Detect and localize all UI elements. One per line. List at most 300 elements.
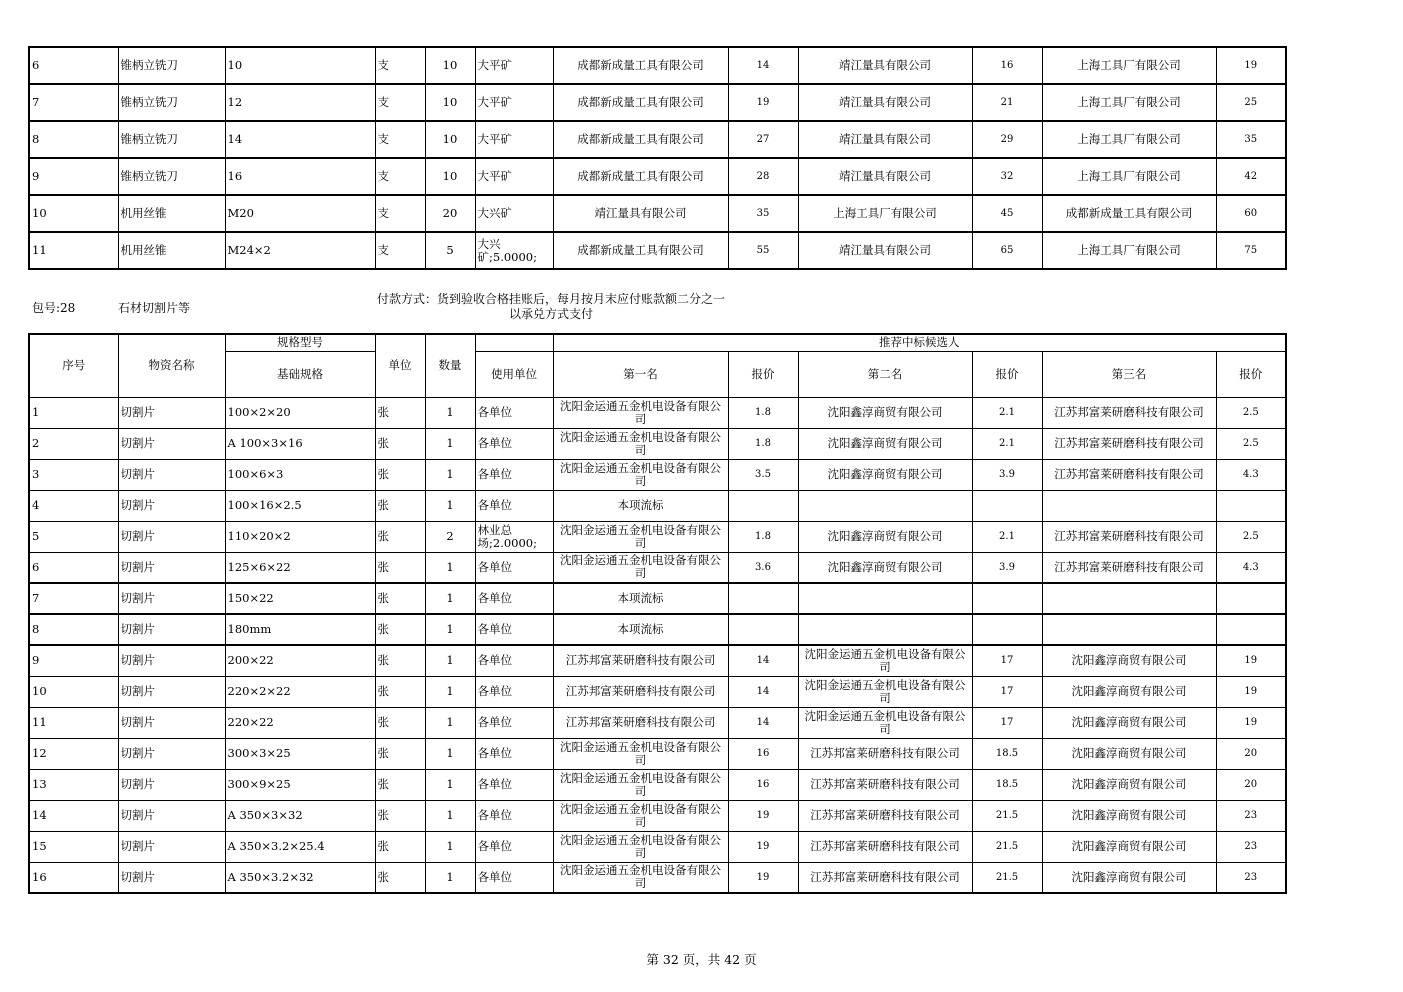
second-candidate: 沈阳金运通五金机电设备有限公司 [798,645,972,676]
item-unit: 支 [375,158,425,195]
table-row [29,800,1286,831]
row-number: 8 [29,121,118,158]
third-candidate: 沈阳鑫淳商贸有限公司 [1042,831,1216,862]
header-spec: 基础规格 [225,351,375,397]
table-row [29,428,1286,459]
user-unit: 各单位 [475,490,553,521]
first-candidate: 沈阳金运通五金机电设备有限公司 [553,738,728,769]
item-name: 锥柄立铣刀 [118,158,225,195]
second-candidate: 靖江量具有限公司 [798,84,972,121]
item-unit: 支 [375,47,425,84]
third-candidate: 沈阳鑫淳商贸有限公司 [1042,738,1216,769]
item-spec: 150×22 [225,583,375,614]
item-quantity: 10 [425,158,475,195]
second-candidate: 江苏邦富莱研磨科技有限公司 [798,769,972,800]
package-number: 包号:28 [32,301,76,315]
first-price: 1.8 [728,397,798,428]
item-name: 切割片 [118,397,225,428]
first-price: 19 [728,84,798,121]
third-price [1216,614,1286,645]
item-unit: 张 [375,738,425,769]
item-name: 切割片 [118,800,225,831]
table-row [29,552,1286,583]
user-unit: 各单位 [475,459,553,490]
item-name: 切割片 [118,645,225,676]
item-quantity: 1 [425,800,475,831]
second-price: 21.5 [972,862,1042,893]
first-price: 19 [728,831,798,862]
payment-terms: 付款方式：货到验收合格挂账后，每月按月末应付账款额二分之一以承兑方式支付 [376,292,725,321]
second-price: 17 [972,676,1042,707]
header-no: 序号 [29,334,118,397]
third-price: 4.3 [1216,459,1286,490]
item-quantity: 2 [425,521,475,552]
third-candidate: 沈阳鑫淳商贸有限公司 [1042,645,1216,676]
first-candidate: 本项流标 [553,490,728,521]
item-spec: 125×6×22 [225,552,375,583]
second-price [972,490,1042,521]
item-spec: 300×3×25 [225,738,375,769]
second-price: 21.5 [972,831,1042,862]
second-candidate: 沈阳鑫淳商贸有限公司 [798,552,972,583]
item-unit: 张 [375,831,425,862]
item-quantity: 20 [425,195,475,232]
item-unit: 张 [375,614,425,645]
item-quantity: 1 [425,490,475,521]
item-spec: 12 [225,84,375,121]
item-unit: 张 [375,490,425,521]
first-candidate: 本项流标 [553,583,728,614]
table-package-28 [28,333,1287,894]
item-spec: 180mm [225,614,375,645]
third-candidate [1042,614,1216,645]
table-row [29,158,1286,195]
item-unit: 张 [375,769,425,800]
table-row [29,614,1286,645]
item-name: 切割片 [118,769,225,800]
second-price: 17 [972,707,1042,738]
third-candidate: 上海工具厂有限公司 [1042,158,1216,195]
item-quantity: 1 [425,738,475,769]
table-row [29,583,1286,614]
third-price [1216,583,1286,614]
first-candidate: 江苏邦富莱研磨科技有限公司 [553,676,728,707]
third-price: 23 [1216,862,1286,893]
user-unit: 各单位 [475,397,553,428]
table-row [29,769,1286,800]
third-candidate: 成都新成量工具有限公司 [1042,195,1216,232]
row-number: 6 [29,552,118,583]
row-number: 3 [29,459,118,490]
item-unit: 支 [375,195,425,232]
second-candidate: 江苏邦富莱研磨科技有限公司 [798,831,972,862]
table-row [29,521,1286,552]
second-price: 21 [972,84,1042,121]
header-name: 物资名称 [118,334,225,397]
item-name: 切割片 [118,738,225,769]
second-price: 2.1 [972,521,1042,552]
header-qty: 数量 [425,334,475,397]
third-candidate [1042,583,1216,614]
second-candidate: 沈阳鑫淳商贸有限公司 [798,521,972,552]
item-quantity: 1 [425,707,475,738]
third-candidate: 沈阳鑫淳商贸有限公司 [1042,707,1216,738]
first-price: 28 [728,158,798,195]
second-price: 16 [972,47,1042,84]
second-price: 2.1 [972,428,1042,459]
item-unit: 张 [375,459,425,490]
header-unit: 单位 [375,334,425,397]
second-candidate: 上海工具厂有限公司 [798,195,972,232]
item-spec: 14 [225,121,375,158]
second-price [972,583,1042,614]
third-candidate: 江苏邦富莱研磨科技有限公司 [1042,459,1216,490]
header-candidates: 推荐中标候选人 [553,334,1286,351]
item-name: 锥柄立铣刀 [118,121,225,158]
first-candidate: 沈阳金运通五金机电设备有限公司 [553,552,728,583]
third-price: 23 [1216,800,1286,831]
header-user: 使用单位 [475,351,553,397]
second-price: 18.5 [972,738,1042,769]
third-price [1216,490,1286,521]
page-footer: 第 32 页，共 42 页 [646,952,757,967]
first-price: 1.8 [728,521,798,552]
third-price: 25 [1216,84,1286,121]
first-candidate: 沈阳金运通五金机电设备有限公司 [553,397,728,428]
first-price: 14 [728,676,798,707]
first-price: 16 [728,769,798,800]
user-unit: 各单位 [475,738,553,769]
item-unit: 张 [375,645,425,676]
third-price: 2.5 [1216,397,1286,428]
item-quantity: 10 [425,121,475,158]
third-price: 19 [1216,707,1286,738]
item-unit: 张 [375,521,425,552]
row-number: 9 [29,158,118,195]
row-number: 6 [29,47,118,84]
third-price: 75 [1216,232,1286,269]
first-price [728,614,798,645]
row-number: 16 [29,862,118,893]
item-name: 切割片 [118,459,225,490]
row-number: 5 [29,521,118,552]
item-spec: 10 [225,47,375,84]
item-spec: M24×2 [225,232,375,269]
second-candidate: 沈阳鑫淳商贸有限公司 [798,397,972,428]
first-price: 14 [728,47,798,84]
item-name: 切割片 [118,428,225,459]
item-name: 切割片 [118,831,225,862]
item-quantity: 1 [425,583,475,614]
item-quantity: 1 [425,614,475,645]
item-spec: 220×22 [225,707,375,738]
item-quantity: 1 [425,459,475,490]
item-unit: 支 [375,121,425,158]
first-candidate: 成都新成量工具有限公司 [553,121,728,158]
item-spec: 300×9×25 [225,769,375,800]
item-unit: 支 [375,84,425,121]
user-unit: 各单位 [475,583,553,614]
third-price: 60 [1216,195,1286,232]
first-price: 1.8 [728,428,798,459]
third-price: 35 [1216,121,1286,158]
second-price [972,614,1042,645]
user-unit: 各单位 [475,831,553,862]
row-number: 15 [29,831,118,862]
third-candidate: 上海工具厂有限公司 [1042,84,1216,121]
item-quantity: 1 [425,676,475,707]
third-candidate: 上海工具厂有限公司 [1042,47,1216,84]
item-spec: 16 [225,158,375,195]
item-spec: A 100×3×16 [225,428,375,459]
item-name: 切割片 [118,490,225,521]
item-quantity: 1 [425,645,475,676]
second-price: 3.9 [972,552,1042,583]
item-unit: 张 [375,552,425,583]
user-unit: 各单位 [475,862,553,893]
item-name: 锥柄立铣刀 [118,47,225,84]
first-candidate: 江苏邦富莱研磨科技有限公司 [553,645,728,676]
table-row [29,707,1286,738]
third-price: 19 [1216,645,1286,676]
second-price: 45 [972,195,1042,232]
table-row [29,84,1286,121]
third-price: 2.5 [1216,428,1286,459]
row-number: 13 [29,769,118,800]
item-spec: 110×20×2 [225,521,375,552]
item-spec: 100×2×20 [225,397,375,428]
second-candidate: 靖江量具有限公司 [798,47,972,84]
user-unit: 大平矿 [475,84,553,121]
header-spec-group: 规格型号 [225,334,375,351]
second-candidate [798,583,972,614]
row-number: 12 [29,738,118,769]
item-unit: 支 [375,232,425,269]
third-price: 20 [1216,769,1286,800]
item-spec: A 350×3.2×32 [225,862,375,893]
third-candidate: 沈阳鑫淳商贸有限公司 [1042,676,1216,707]
first-candidate: 成都新成量工具有限公司 [553,47,728,84]
second-price: 18.5 [972,769,1042,800]
header-blank [475,334,553,351]
item-unit: 张 [375,800,425,831]
table-row [29,195,1286,232]
item-spec: A 350×3.2×25.4 [225,831,375,862]
first-candidate: 沈阳金运通五金机电设备有限公司 [553,862,728,893]
first-candidate: 成都新成量工具有限公司 [553,84,728,121]
item-unit: 张 [375,583,425,614]
third-price: 23 [1216,831,1286,862]
second-price: 29 [972,121,1042,158]
first-price: 27 [728,121,798,158]
table-row [29,831,1286,862]
row-number: 11 [29,707,118,738]
second-candidate: 江苏邦富莱研磨科技有限公司 [798,862,972,893]
table-row [29,645,1286,676]
row-number: 14 [29,800,118,831]
table-row [29,676,1286,707]
item-name: 切割片 [118,521,225,552]
first-price [728,583,798,614]
first-price: 14 [728,707,798,738]
third-candidate: 上海工具厂有限公司 [1042,121,1216,158]
item-quantity: 1 [425,428,475,459]
first-price: 3.6 [728,552,798,583]
second-candidate: 沈阳金运通五金机电设备有限公司 [798,707,972,738]
table-row [29,232,1286,269]
row-number: 8 [29,614,118,645]
item-spec: 100×6×3 [225,459,375,490]
user-unit: 大兴矿 [475,195,553,232]
second-candidate: 江苏邦富莱研磨科技有限公司 [798,738,972,769]
third-price: 20 [1216,738,1286,769]
first-candidate: 靖江量具有限公司 [553,195,728,232]
second-candidate: 江苏邦富莱研磨科技有限公司 [798,800,972,831]
item-unit: 张 [375,707,425,738]
row-number: 10 [29,676,118,707]
item-unit: 张 [375,862,425,893]
table-row [29,47,1286,84]
item-quantity: 1 [425,862,475,893]
first-price: 35 [728,195,798,232]
second-candidate: 靖江量具有限公司 [798,121,972,158]
third-price: 19 [1216,47,1286,84]
row-number: 9 [29,645,118,676]
first-price: 19 [728,800,798,831]
third-candidate: 江苏邦富莱研磨科技有限公司 [1042,397,1216,428]
second-candidate: 沈阳金运通五金机电设备有限公司 [798,676,972,707]
user-unit: 各单位 [475,552,553,583]
item-quantity: 1 [425,831,475,862]
item-quantity: 1 [425,552,475,583]
first-candidate: 沈阳金运通五金机电设备有限公司 [553,800,728,831]
second-candidate: 靖江量具有限公司 [798,232,972,269]
row-number: 4 [29,490,118,521]
third-candidate: 江苏邦富莱研磨科技有限公司 [1042,552,1216,583]
second-price: 21.5 [972,800,1042,831]
header-price-1: 报价 [728,351,798,397]
item-spec: A 350×3×32 [225,800,375,831]
third-candidate: 沈阳鑫淳商贸有限公司 [1042,800,1216,831]
item-quantity: 10 [425,47,475,84]
header-first: 第一名 [553,351,728,397]
item-name: 切割片 [118,552,225,583]
second-candidate: 靖江量具有限公司 [798,158,972,195]
item-unit: 张 [375,397,425,428]
third-candidate: 沈阳鑫淳商贸有限公司 [1042,862,1216,893]
item-name: 切割片 [118,707,225,738]
second-price: 3.9 [972,459,1042,490]
user-unit: 大兴矿;5.0000; [475,232,553,269]
row-number: 11 [29,232,118,269]
first-candidate: 沈阳金运通五金机电设备有限公司 [553,831,728,862]
first-price: 55 [728,232,798,269]
second-candidate: 沈阳鑫淳商贸有限公司 [798,459,972,490]
user-unit: 大平矿 [475,47,553,84]
second-price: 2.1 [972,397,1042,428]
item-quantity: 1 [425,769,475,800]
second-price: 17 [972,645,1042,676]
user-unit: 各单位 [475,707,553,738]
user-unit: 各单位 [475,645,553,676]
first-price [728,490,798,521]
second-price: 32 [972,158,1042,195]
third-candidate: 江苏邦富莱研磨科技有限公司 [1042,521,1216,552]
table-row [29,738,1286,769]
item-spec: 200×22 [225,645,375,676]
header-price-3: 报价 [1216,351,1286,397]
row-number: 10 [29,195,118,232]
user-unit: 各单位 [475,769,553,800]
third-candidate [1042,490,1216,521]
package-name: 石材切割片等 [118,301,191,315]
row-number: 1 [29,397,118,428]
first-candidate: 沈阳金运通五金机电设备有限公司 [553,769,728,800]
first-candidate: 本项流标 [553,614,728,645]
user-unit: 大平矿 [475,158,553,195]
row-number: 2 [29,428,118,459]
third-price: 4.3 [1216,552,1286,583]
item-quantity: 1 [425,397,475,428]
user-unit: 大平矿 [475,121,553,158]
item-quantity: 5 [425,232,475,269]
item-spec: M20 [225,195,375,232]
row-number: 7 [29,583,118,614]
table-upper [28,46,1287,270]
table-row [29,490,1286,521]
item-unit: 张 [375,676,425,707]
item-name: 机用丝锥 [118,195,225,232]
second-candidate [798,614,972,645]
user-unit: 各单位 [475,428,553,459]
table-row [29,397,1286,428]
package-info [28,292,1286,332]
item-spec: 100×16×2.5 [225,490,375,521]
third-candidate: 沈阳鑫淳商贸有限公司 [1042,769,1216,800]
item-spec: 220×2×22 [225,676,375,707]
third-price: 2.5 [1216,521,1286,552]
item-name: 切割片 [118,614,225,645]
item-name: 切割片 [118,676,225,707]
header-price-2: 报价 [972,351,1042,397]
user-unit: 各单位 [475,800,553,831]
second-price: 65 [972,232,1042,269]
item-quantity: 10 [425,84,475,121]
first-price: 14 [728,645,798,676]
table-row [29,121,1286,158]
item-name: 机用丝锥 [118,232,225,269]
third-candidate: 江苏邦富莱研磨科技有限公司 [1042,428,1216,459]
third-price: 19 [1216,676,1286,707]
item-name: 切割片 [118,862,225,893]
first-candidate: 成都新成量工具有限公司 [553,158,728,195]
user-unit: 林业总场;2.0000; [475,521,553,552]
first-price: 3.5 [728,459,798,490]
row-number: 7 [29,84,118,121]
first-candidate: 沈阳金运通五金机电设备有限公司 [553,521,728,552]
table-row [29,459,1286,490]
first-candidate: 江苏邦富莱研磨科技有限公司 [553,707,728,738]
first-candidate: 沈阳金运通五金机电设备有限公司 [553,459,728,490]
table-row [29,862,1286,893]
second-candidate [798,490,972,521]
user-unit: 各单位 [475,676,553,707]
item-name: 切割片 [118,583,225,614]
header-second: 第二名 [798,351,972,397]
first-candidate: 成都新成量工具有限公司 [553,232,728,269]
first-candidate: 沈阳金运通五金机电设备有限公司 [553,428,728,459]
second-candidate: 沈阳鑫淳商贸有限公司 [798,428,972,459]
